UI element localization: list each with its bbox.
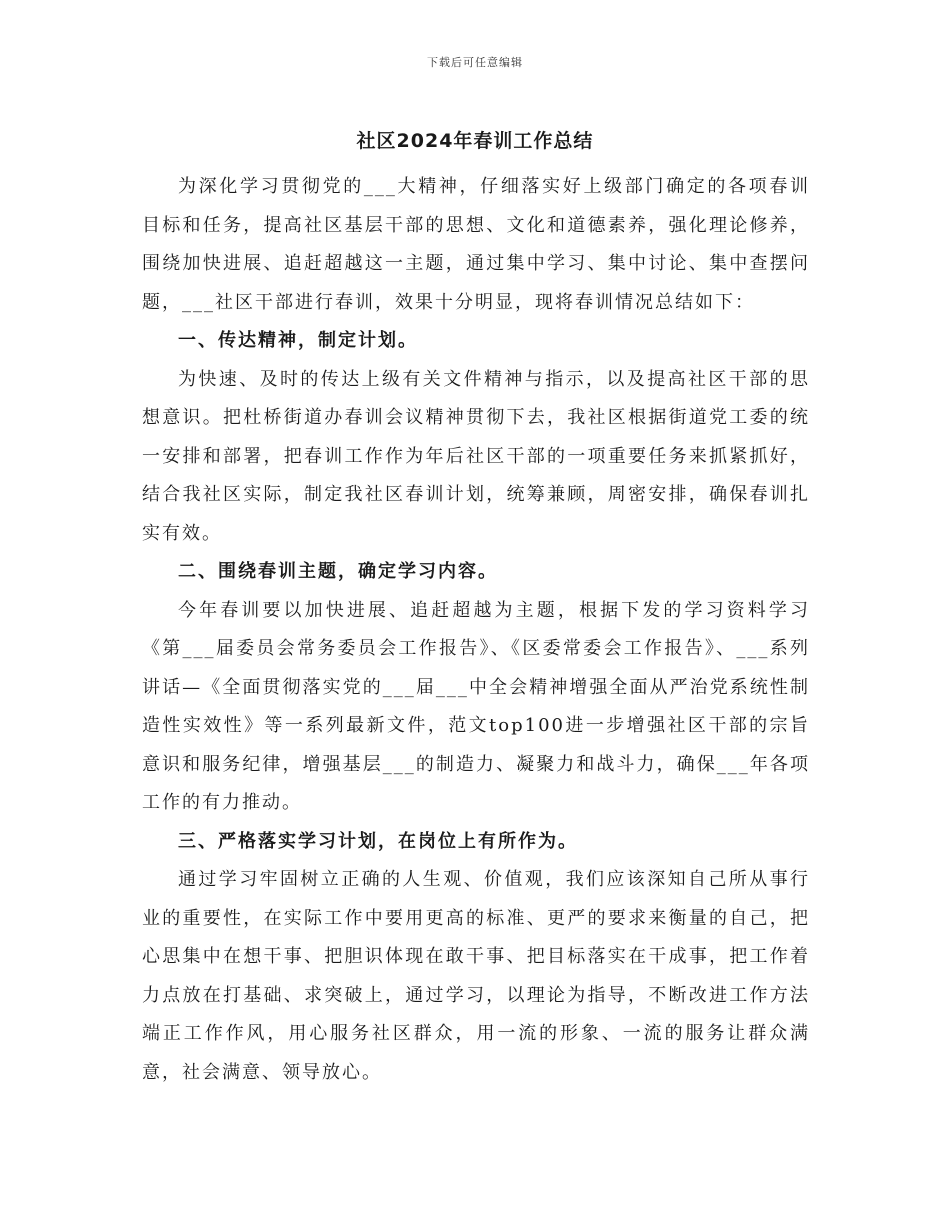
- section-heading-3: 三、严格落实学习计划，在岗位上有所作为。: [178, 830, 578, 852]
- section-heading-2: 二、围绕春训主题，确定学习内容。: [178, 561, 498, 582]
- intro-paragraph: 为深化学习贯彻党的___大精神，仔细落实好上级部门确定的各项春训目标和任务，提高社区基层干部的思想、文化和道德素养，强化理论修养，围绕加快进展、追赶超越这一主题，通过集中学习、集中讨论、集中查摆问题，___社区干部进行春训，效果十分明显，现将春训情况总结如下：: [142, 176, 810, 313]
- document-body: [142, 168, 810, 1092]
- document-title: 社区2024年春训工作总结: [356, 130, 594, 152]
- section-heading-1: 一、传达精神，制定计划。: [178, 330, 418, 351]
- section-paragraph-3: 通过学习牢固树立正确的人生观、价值观，我们应该深知自己所从事行业的重要性，在实际工作中要用更高的标准、更严的要求来衡量的自己，把心思集中在想干事、把胆识体现在敢干事、把目标落实在干成事，把工作着力点放在打基础、求突破上，通过学习，以理论为指导，不断改进工作方法端正工作作风，用心服务社区群众，用一流的形象、一流的服务让群众满意，社会满意、领导放心。: [142, 869, 810, 1083]
- section-paragraph-2: 今年春训要以加快进展、追赶超越为主题，根据下发的学习资料学习《第___届委员会常务委员会工作报告》、《区委常委会工作报告》、___系列讲话—《全面贯彻落实党的___届___中全会精神增强全面从严治党系统性制造性实效性》等一系列最新文件，范文top100进一步增强社区干部的宗旨意识和服务纪律，增强基层___的制造力、凝聚力和战斗力，确保___年各项工作的有力推动。: [142, 599, 810, 813]
- header-note: 下载后可任意编辑: [427, 56, 523, 69]
- section-paragraph-1: 为快速、及时的传达上级有关文件精神与指示，以及提高社区干部的思想意识。把杜桥街道办春训会议精神贯彻下去，我社区根据街道党工委的统一安排和部署，把春训工作作为年后社区干部的一项重要任务来抓紧抓好，结合我社区实际，制定我社区春训计划，统筹兼顾，周密安排，确保春训扎实有效。: [142, 368, 810, 544]
